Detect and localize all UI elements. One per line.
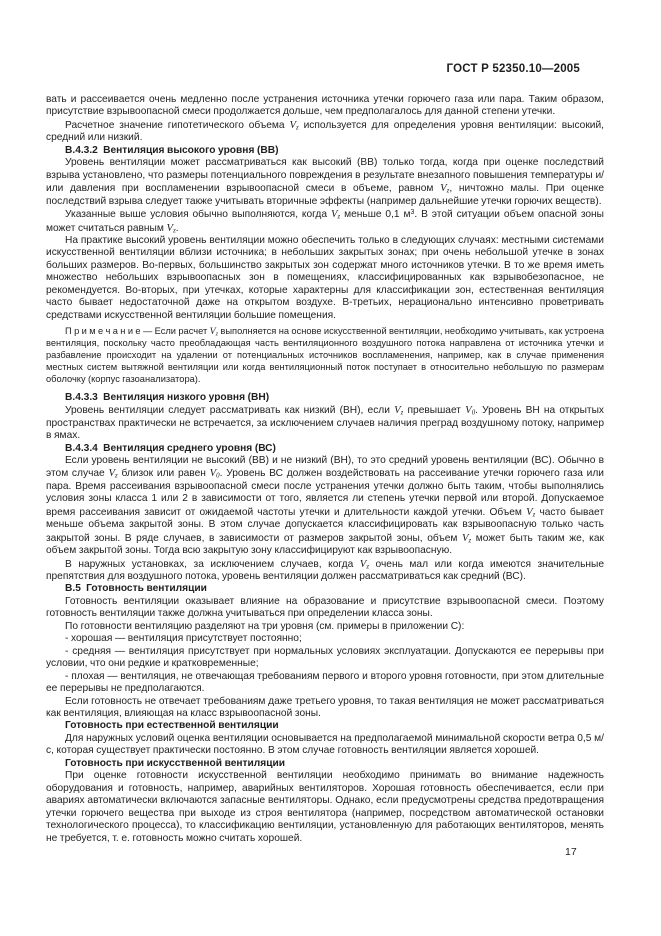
paragraph: Готовность вентиляции оказывает влияние на образование и присутствие взрывоопасной смеси. Поэтому готовность вентиляции также должна учитываться при определении класса зоны.	[46, 595, 604, 620]
paragraph: - плохая — вентиляция, не отвечающая требованиям первого и второго уровня готовности, при этом длительные ее перерывы не предполагаются.	[46, 670, 604, 695]
paragraph: При оценке готовности искусственной вентиляции необходимо принимать во внимание надежность оборудования и готовность, например, аварийных вентиляторов. Хорошая готовность обеспечивается, если при авариях автоматически включаются запасные вентиляторы. Однако, если предусмотрены средства предотвращения утечки горючего вещества при выходе из строя вентилятора (например, посредством автоматической остановки технологического процесса), то классификацию вентиляции, установленную для работающих вентиляторов, менять не требуется, т. е. готовность можно считать хорошей.	[46, 770, 604, 844]
variable-V: V	[108, 467, 115, 480]
section-heading: В.4.3.3 Вентиляция низкого уровня (ВН)	[65, 391, 270, 403]
variable-V: V	[526, 505, 533, 518]
paragraph: На практике высокий уровень вентиляции можно обеспечить только в следующих случаях: местными системами искусственной вентиляции вблизи источника; в небольших закрытых зонах; при очень небольшой утечке в зонах больших размеров. Во-первых, большинство закрытых зон содержат много источников утечки. В то же время иметь множество небольших взрывоопасных зон в помещениях, классифицированных как взрывобезопасное, не рекомендуется. Во-вторых, при утечках, которые характерны для классификации зон, естественная вентиляция часто бывает недостаточной даже на открытом воздухе. В-третьих, нерационально интенсивно проветривать средствами искусственной вентиляции большие помещения.	[46, 234, 604, 321]
paragraph: Расчетное значение гипотетического объема $V_z$ используется для определения уровня вентиляции: высокий, средний или низкий.	[46, 118, 604, 144]
section-heading: В.5 Готовность вентиляции	[65, 583, 207, 595]
section-heading: В.4.3.2 Вентиляция высокого уровня (ВВ)	[65, 144, 279, 156]
paragraph: вать и рассеивается очень медленно после устранения источника утечки горючего газа или пара. Таким образом, присутствие взрывоопасной смеси продолжается дольше, чем предполагалось для данной степени утечки.	[46, 94, 604, 118]
paragraph: Уровень вентиляции следует рассматривать как низкий (ВН), если $V_z$ превышает $V_0$. Уровень ВН на открытых пространствах практически не встречается, за исключением случаев наличия преград воздушному потоку, например в ямах.	[46, 404, 604, 442]
bold-subheading: Готовность при искусственной вентиляции	[65, 757, 286, 769]
paragraph: - средняя — вентиляция присутствует при нормальных условиях эксплуатации. Допускаются ее перерывы при условии, что они редкие и кратковременные;	[46, 645, 604, 670]
note-paragraph: П р и м е ч а н и е — Если расчет $V_z$ выполняется на основе искусственной вентиляции, необходимо учитывать, как устроена вентиляция, поскольку часто преобладающая часть вентиляционного воздушного потока направлена от источника утечки и разбавление происходит на удалении от потенциальных источников воспламенения, например, как в случае применения местных систем вытяжной вентиляции или когда вентиляционный поток поступает в относительно небольшую по размерам оболочку (корпус газоанализатора).	[46, 326, 605, 384]
paragraph: Для наружных условий оценка вентиляции основывается на предполагаемой минимальной скорости ветра 0,5 м/с, которая существует практически постоянно. В этом случае готовность вентиляции является хорошей.	[46, 732, 604, 757]
variable-V: V	[394, 404, 401, 417]
section-heading: В.4.3.4 Вентиляция среднего уровня (ВС)	[65, 442, 276, 454]
bold-subheading: Готовность при естественной вентиляции	[65, 720, 279, 732]
paragraph: Если уровень вентиляции не высокий (ВВ) и не низкий (ВН), то это средний уровень вентиляции (ВС). Обычно в этом случае $V_z$ близок или равен $V_0$. Уровень ВС должен воздействовать на рассеивание утечки горючего газа или пара. Время рассеивания взрывоопасной смеси после устранения утечки должно быть таким, чтобы выполнялись условия зоны класса 1 или 2 в зависимости от того, является ли степень утечки первой или второй. Допускаемое время рассеивания зависит от ожидаемой частоты утечки и длительности каждой утечки. Объем $V_z$ часто бывает меньше объема закрытой зоны. В этом случае допускается классифицировать как взрывоопасную только часть закрытой зоны. В ряде случаев, в зависимости от размеров закрытой зоны, объем $V_z$ может быть таким же, как объем закрытой зоны. Тогда всю закрытую зону классифицируют как взрывоопасную.	[46, 454, 604, 557]
paragraph: Если готовность не отвечает требованиям даже третьего уровня, то такая вентиляция не может рассматриваться как вентиляция, влияющая на класс взрывоопасной зоны.	[46, 695, 604, 720]
variable-V: V	[209, 326, 216, 338]
page-number: 17	[565, 846, 577, 858]
variable-V: V	[461, 531, 469, 544]
variable-V: V	[209, 467, 217, 480]
variable-V: V	[359, 557, 367, 570]
paragraph: В наружных установках, за исключением случаев, когда $V_z$ очень мал или когда имеются значительные препятствия для воздушного потока, уровень вентиляции должен рассматриваться как средний (ВС).	[46, 557, 604, 583]
variable-V: V	[330, 208, 338, 221]
paragraph: - хорошая — вентиляция присутствует постоянно;	[65, 633, 302, 645]
variable-V: V	[440, 182, 447, 195]
document-content	[46, 94, 604, 845]
paragraph: По готовности вентиляцию разделяют на три уровня (см. примеры в приложении С):	[65, 620, 465, 632]
document-standard-number: ГОСТ Р 52350.10—2005	[446, 63, 580, 75]
variable-V: V	[465, 404, 472, 417]
variable-V: V	[166, 221, 174, 234]
paragraph: Уровень вентиляции может рассматриваться как высокий (ВВ) только тогда, когда при оценке последствий взрыва установлено, что размеры потенциального повреждения в результате внезапного повышения температуры и/или давления при воспламенении взрывоопасной смеси в объеме, равном $V_z$, ничтожно малы. При оценке последствий взрыва следует также учитывать вторичные эффекты (например дальнейшие утечки горючих веществ).	[46, 157, 604, 207]
paragraph: Указанные выше условия обычно выполняются, когда $V_z$ меньше 0,1 $м^3$. В этой ситуации объем опасной зоны может считаться равным $V_z$.	[46, 208, 604, 235]
variable-V: V	[289, 118, 297, 131]
